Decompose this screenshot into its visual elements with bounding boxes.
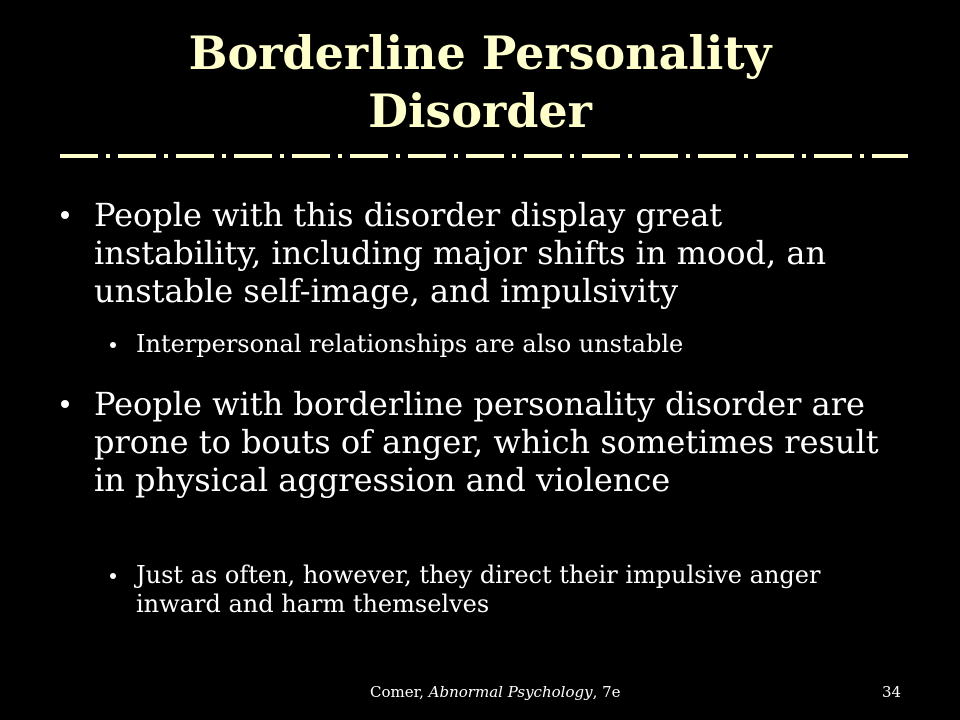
divider-dot bbox=[802, 154, 806, 158]
divider-dash bbox=[756, 154, 794, 158]
citation-prefix: Comer, bbox=[370, 683, 429, 701]
divider-dot bbox=[628, 154, 632, 158]
citation-suffix: , 7e bbox=[592, 683, 621, 701]
divider-dash bbox=[814, 154, 852, 158]
divider-dash bbox=[524, 154, 562, 158]
divider-dash bbox=[408, 154, 446, 158]
divider-dot bbox=[396, 154, 400, 158]
divider-dash bbox=[60, 154, 98, 158]
divider-dash bbox=[698, 154, 736, 158]
sub-bullet-dot bbox=[110, 342, 116, 348]
bullet-item-1: People with this disorder display great instability, including major shifts in mood, an unstable self-image, and impulsivity bbox=[94, 196, 827, 310]
sub-bullet-item-2: Just as often, however, they direct their impulsive anger inward and harm themselves bbox=[136, 561, 821, 618]
divider-dot bbox=[860, 154, 864, 158]
divider-dash bbox=[176, 154, 214, 158]
divider-dash bbox=[234, 154, 272, 158]
divider-dot bbox=[744, 154, 748, 158]
divider-dot bbox=[164, 154, 168, 158]
slide-title bbox=[0, 24, 960, 140]
citation-book: Abnormal Psychology bbox=[428, 683, 593, 701]
page-number: 34 bbox=[882, 683, 902, 701]
divider-dash bbox=[872, 154, 908, 158]
divider-dash bbox=[640, 154, 678, 158]
divider-dash bbox=[466, 154, 504, 158]
divider-dot bbox=[686, 154, 690, 158]
sub-bullet-item-1: Interpersonal relationships are also unstable bbox=[136, 330, 684, 358]
divider-dot bbox=[512, 154, 516, 158]
divider-dot bbox=[454, 154, 458, 158]
divider-dash bbox=[350, 154, 388, 158]
footer-citation bbox=[370, 683, 621, 701]
divider-dot bbox=[222, 154, 226, 158]
bullet-dot bbox=[61, 400, 69, 408]
divider-dot bbox=[570, 154, 574, 158]
divider-dash bbox=[582, 154, 620, 158]
bullet-dot bbox=[61, 211, 69, 219]
title-divider bbox=[60, 153, 908, 159]
slide-title-line-2: Disorder bbox=[368, 84, 592, 138]
sub-bullet-dot bbox=[110, 573, 116, 579]
bullet-item-2: People with borderline personality disorder are prone to bouts of anger, which sometimes result in physical aggression and violence bbox=[94, 385, 879, 499]
divider-dot bbox=[338, 154, 342, 158]
divider-dot bbox=[280, 154, 284, 158]
slide-title-line-1: Borderline Personality bbox=[188, 26, 772, 80]
divider-dash bbox=[118, 154, 156, 158]
divider-dot bbox=[106, 154, 110, 158]
divider-dash bbox=[292, 154, 330, 158]
